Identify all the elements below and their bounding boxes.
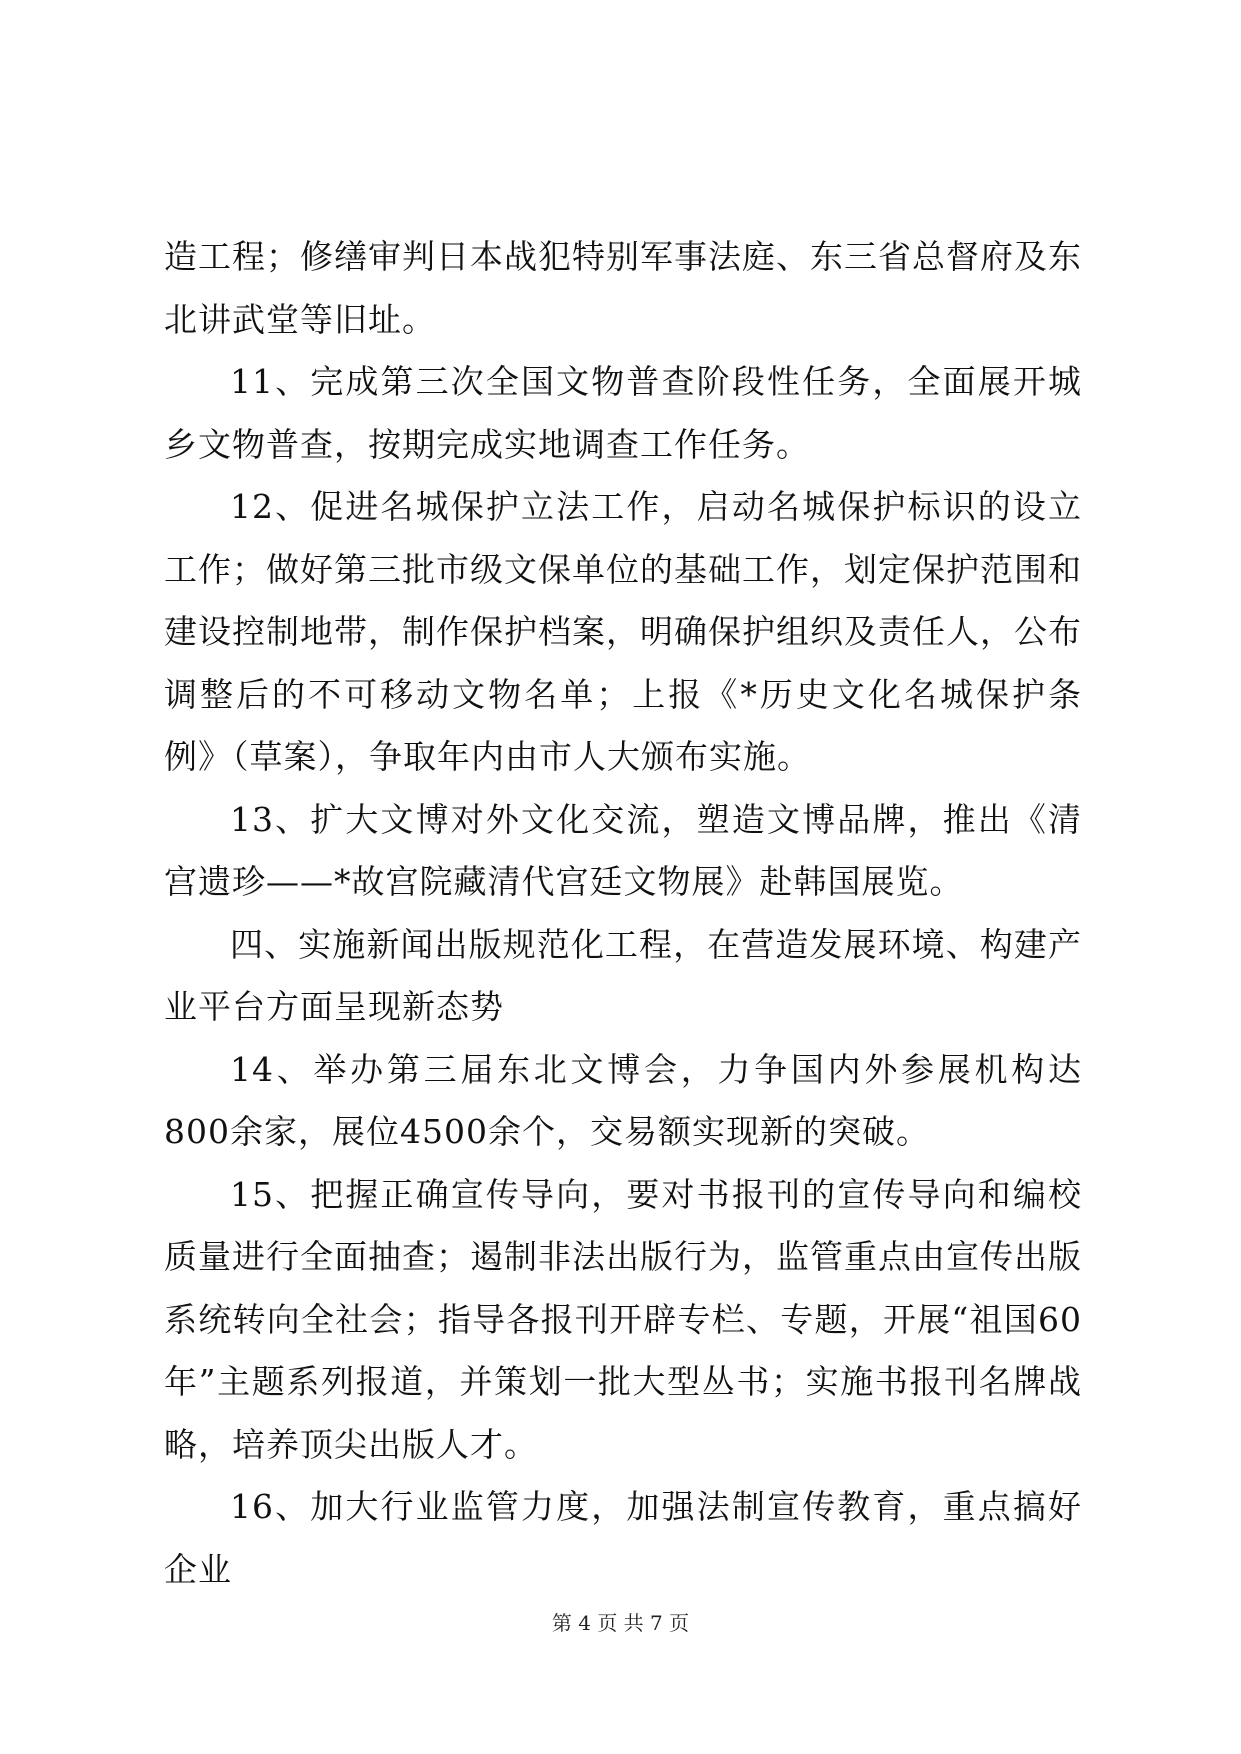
paragraph-item-16: 16、加大行业监管力度，加强法制宣传教育，重点搞好企业 xyxy=(164,1487,1082,1589)
paragraph-continuation: 造工程；修缮审判日本战犯特别军事法庭、东三省总督府及东北讲武堂等旧址。 xyxy=(164,237,1082,339)
paragraph-item-12: 12、促进名城保护立法工作，启动名城保护标识的设立工作；做好第三批市级文保单位的基础工作，划定保护范围和建设控制地带，制作保护档案，明确保护组织及责任人，公布调整后的不可移动文物名单；上报《*历史文化名城保护条例》（草案），争取年内由市人大颁布实施。 xyxy=(164,487,1082,776)
document-body xyxy=(164,226,1082,1601)
page-footer xyxy=(0,1610,1241,1636)
paragraph-item-13: 13、扩大文博对外文化交流，塑造文博品牌，推出《清宫遗珍——*故宫院藏清代宫廷文物展》赴韩国展览。 xyxy=(164,799,1082,901)
page-number-label: 第 4 页 共 7 页 xyxy=(551,1611,690,1635)
paragraph-item-11: 11、完成第三次全国文物普查阶段性任务，全面展开城乡文物普查，按期完成实地调查工作任务。 xyxy=(164,362,1082,464)
section-heading-4: 四、实施新闻出版规范化工程，在营造发展环境、构建产业平台方面呈现新态势 xyxy=(164,924,1082,1026)
paragraph-item-15: 15、把握正确宣传导向，要对书报刊的宣传导向和编校质量进行全面抽查；遏制非法出版行为，监管重点由宣传出版系统转向全社会；指导各报刊开辟专栏、专题，开展“祖国60年”主题系列报道，并策划一批大型丛书；实施书报刊名牌战略，培养顶尖出版人才。 xyxy=(164,1174,1082,1464)
paragraph-item-14: 14、举办第三届东北文博会，力争国内外参展机构达800余家，展位4500余个，交易额实现新的突破。 xyxy=(164,1049,1082,1151)
